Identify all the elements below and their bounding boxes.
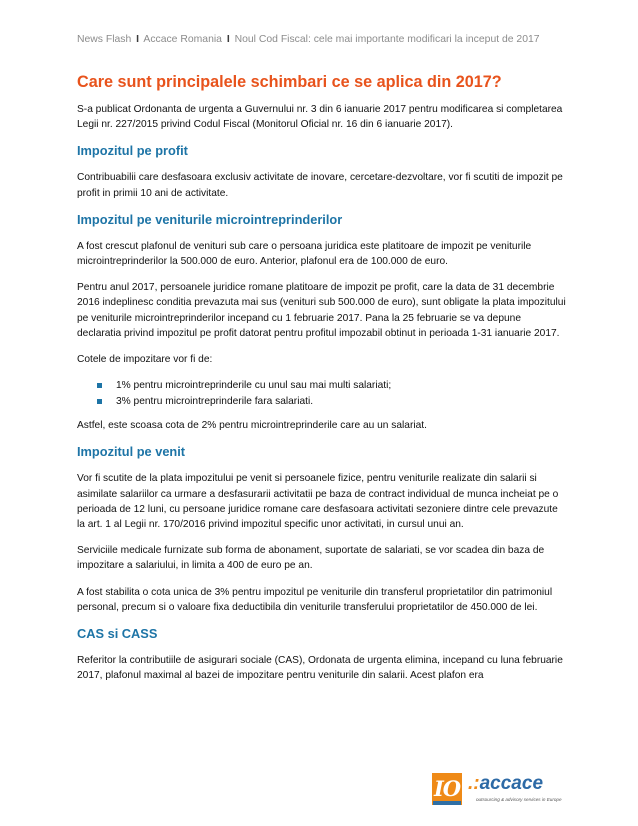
micro-paragraph-1: A fost crescut plafonul de venituri sub care o persoana juridica este platitoare de impozit pe veniturile microintreprinderilor la 500.000 de euro. Anterior, plafonul era de 100.000 de euro. <box>77 240 532 268</box>
header-company: Accace Romania <box>143 34 222 45</box>
square-bullet-icon <box>97 383 102 388</box>
logo-mark-icon <box>432 773 462 805</box>
cas-paragraph: Referitor la contributiile de asigurari sociale (CAS), Ordonata de urgenta elimina, incepand cu luna februarie 2017, plafonul maximal al bazei de impozitare pentru veniturile din salarii. Acest plafon era <box>77 655 563 682</box>
logo-wordmark <box>468 773 543 795</box>
venit-paragraph-2: Serviciile medicale furnizate sub forma de abonament, suportate de salariati, se vor scadea din baza de impozitare a salariului, in limita a 400 de euro pe an. <box>77 545 545 572</box>
header-separator: I <box>136 34 140 45</box>
venit-paragraph-3: A fost stabilita o cota unica de 3% pentru impozitul pe veniturile din transferul proprietatilor din patrimoniul personal, precum si o valoare fixa deductibila din veniturile transferului proprietatilor de 450.000 de lei. <box>77 586 553 613</box>
accace-logo <box>432 773 582 807</box>
page-title: Care sunt principalele schimbari ce se aplica din 2017? <box>77 73 502 91</box>
list-item-text: 3% pentru microintreprinderile fara salariati. <box>116 396 314 408</box>
logo-tagline: outsourcing & advisory services in Europe <box>476 797 562 802</box>
list-item <box>97 394 567 410</box>
micro-paragraph-4: Astfel, este scoasa cota de 2% pentru microintreprinderile care au un salariat. <box>77 420 427 432</box>
header-separator: I <box>226 34 230 45</box>
tax-rate-list <box>77 378 567 410</box>
venit-paragraph-1: Vor fi scutite de la plata impozitului pe venit si persoanele fizice, pentru veniturile realizate din salarii si asimilate salariilor ca urmare a desfasurarii activitatii pe baza de contract individual de munca incheiat pe o perioada de 12 luni, cu persoane juridice romane care desfasoara activitati sezoniere dintre cele prevazute la art. 1 al Legii nr. 170/2016 privind impozitul specific unor activitati, in cursul unui an. <box>77 473 559 531</box>
section-heading-venit: Impozitul pe venit <box>77 444 186 460</box>
header-document-title: Noul Cod Fiscal: cele mai importante modificari la inceput de 2017 <box>234 34 540 45</box>
list-item <box>97 378 567 394</box>
logo-mark-underline <box>433 801 461 805</box>
header-newsflash: News Flash <box>77 34 132 45</box>
logo-dots: .: <box>468 773 480 794</box>
profit-paragraph: Contribuabilii care desfasoara exclusiv activitate de inovare, cercetare-dezvoltare, vor fi scutiti de impozit pe profit in primii 10 ani de activitate. <box>77 172 563 199</box>
section-heading-cas: CAS si CASS <box>77 626 158 642</box>
square-bullet-icon <box>97 399 102 404</box>
document-body <box>77 72 567 694</box>
running-header <box>77 34 577 45</box>
micro-paragraph-2: Pentru anul 2017, persoanele juridice romane platitoare de impozit pe profit, care la data de 31 decembrie 2016 indeplinesc conditia prevazuta mai sus (venituri sub 500.000 de euro), sunt obligate la plata impozitului pe veniturile microintreprinderilor incepand cu 1 februarie 2017. Pana la 25 februarie se va depune declaratia privind impozitul pe profit datorat pentru profitul impozabil obtinut in perioada 1-31 ianuarie 2017. <box>77 282 566 339</box>
section-heading-micro: Impozitul pe veniturile microintreprinderilor <box>77 211 343 227</box>
intro-paragraph: S-a publicat Ordonanta de urgenta a Guvernului nr. 3 din 6 ianuarie 2017 pentru modificarea si completarea Legii nr. 227/2015 privind Codul Fiscal (Monitorul Oficial nr. 16 din 6 ianuarie 2017). <box>77 104 563 131</box>
logo-mark-text: IO <box>433 776 461 801</box>
micro-paragraph-3: Cotele de impozitare vor fi de: <box>77 354 213 366</box>
list-item-text: 1% pentru microintreprinderile cu unul sau mai multi salariati; <box>116 380 392 392</box>
logo-word: accace <box>479 773 544 794</box>
section-heading-profit: Impozitul pe profit <box>77 143 188 159</box>
